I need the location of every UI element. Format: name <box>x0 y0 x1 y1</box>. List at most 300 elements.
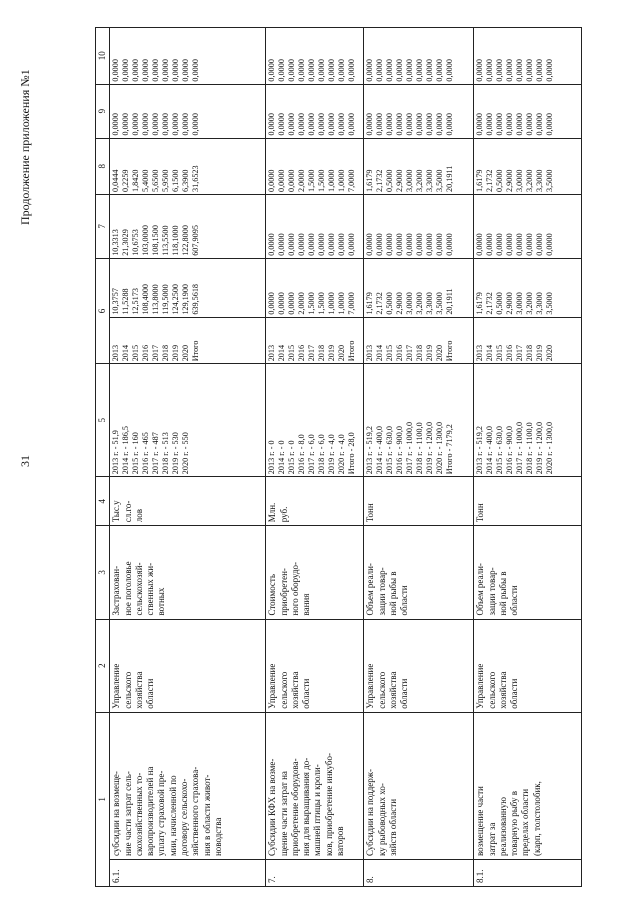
local-budget-line: 0,0000 <box>121 113 131 136</box>
executor-line: хозяйства <box>133 671 144 709</box>
indicator-values-line: 2020 г. - 4,0 <box>337 434 347 475</box>
local-budget-line: 0,0000 <box>171 113 181 136</box>
indicator-values-line: 2015 г. - 160 <box>131 432 141 475</box>
other-sources <box>474 28 582 85</box>
indicator-values-line: 2015 г. - 630,0 <box>495 426 505 475</box>
executor-line: Управление <box>267 663 278 709</box>
total-funding-line: 1,0000 <box>337 292 347 315</box>
federal-budget-line: 10,3313 <box>111 229 121 256</box>
other-sources-line: 0,0000 <box>485 59 495 82</box>
other-sources-line: 0,0000 <box>435 59 445 82</box>
measure-name-line: ния для выращивания до- <box>301 757 312 857</box>
unit-line: Тыс.у <box>111 500 122 523</box>
header-cell-1: 1 <box>96 712 110 886</box>
indicator-values-line: 2015 г. - 0 <box>287 440 297 475</box>
indicator-values <box>474 364 582 477</box>
other-sources-line: 0,0000 <box>121 59 131 82</box>
local-budget-line: 0,0000 <box>365 113 375 136</box>
executor-line: Управление <box>111 663 122 709</box>
indicator-values-line: 2018 г. - 1100,0 <box>415 422 425 475</box>
local-budget-line: 0,0000 <box>505 113 515 136</box>
row-number: 8.1. <box>474 860 582 887</box>
regional-budget-line: 0,0444 <box>111 169 121 192</box>
year-line: 2019 <box>327 344 337 362</box>
year-line: 2013 <box>365 344 375 362</box>
indicator-values-line: 2017 г. - 487 <box>151 432 161 475</box>
total-funding-line: 124,2500 <box>171 283 181 315</box>
federal-budget-line: 0,0000 <box>317 233 327 256</box>
unit <box>474 477 582 526</box>
indicator-name-line: ное поголовье <box>122 561 133 616</box>
total-funding-line: 10,3757 <box>111 288 121 315</box>
indicator-values-line: 2019 г. - 530 <box>171 432 181 475</box>
regional-budget-line: 0,5000 <box>495 169 505 192</box>
federal-budget-line: 0,0000 <box>445 233 455 256</box>
year <box>364 317 474 364</box>
executor-line: Управление <box>475 663 486 709</box>
indicator-values-line: Итого - 7179,2 <box>445 424 455 475</box>
regional-budget-line: 2,0000 <box>297 169 307 192</box>
other-sources-line: 0,0000 <box>405 59 415 82</box>
page-heading: Продолжение приложения №1 <box>18 69 32 225</box>
year-line: 2015 <box>385 344 395 362</box>
measure-name <box>474 712 582 859</box>
regional-budget-line: 2,1732 <box>485 169 495 192</box>
executor <box>110 619 266 712</box>
indicator-values-line: 2017 г. - 6,0 <box>307 434 317 475</box>
year-line: 2018 <box>317 344 327 362</box>
executor-line: Управление <box>365 663 376 709</box>
header-cell-6: 6 <box>96 258 110 364</box>
measure-name <box>110 712 266 859</box>
total-funding-line: 0,0000 <box>287 292 297 315</box>
executor-line: хозяйства <box>497 671 508 709</box>
indicator-name <box>364 526 474 619</box>
regional-budget-line: 3,2000 <box>415 169 425 192</box>
indicator-values-line: 2013 г. - 519,2 <box>475 426 485 475</box>
local-budget-line: 0,0000 <box>525 113 535 136</box>
other-sources-line: 0,0000 <box>297 59 307 82</box>
local-budget-line: 0,0000 <box>515 113 525 136</box>
measure-name-line: договору сельскохо- <box>179 778 190 857</box>
regional-budget-line: 0,0000 <box>267 169 277 192</box>
total-funding-line: 113,8000 <box>151 284 161 315</box>
federal-budget-line: 0,0000 <box>525 233 535 256</box>
federal-budget-line: 10,6753 <box>131 229 141 256</box>
year-line: 2018 <box>161 344 171 362</box>
unit <box>364 477 474 526</box>
executor-line: сельского <box>278 671 289 709</box>
year-line: 2020 <box>181 344 191 362</box>
total-funding-line: 2,9000 <box>395 292 405 315</box>
total-funding-line: 108,4000 <box>141 283 151 315</box>
total-funding-line: 3,2000 <box>415 292 425 315</box>
executor-line: сельского <box>376 671 387 709</box>
measure-name-line: мии, начисленной по <box>167 775 178 857</box>
other-sources-line: 0,0000 <box>415 59 425 82</box>
other-sources <box>364 28 474 85</box>
total-funding-line: 1,5000 <box>317 292 327 315</box>
local-budget-line: 0,0000 <box>297 113 307 136</box>
year-line: 2013 <box>267 344 277 362</box>
federal-budget-line: 0,0000 <box>277 233 287 256</box>
other-sources-line: 0,0000 <box>365 59 375 82</box>
federal-budget-line: 0,0000 <box>385 233 395 256</box>
program-table <box>95 27 582 887</box>
total-funding-line: 1,6179 <box>365 292 375 315</box>
executor-line: хозяйства <box>289 671 300 709</box>
indicator-values <box>266 364 364 477</box>
other-sources-line: 0,0000 <box>425 59 435 82</box>
executor <box>364 619 474 712</box>
indicator-values-line: 2016 г. - 465 <box>141 432 151 475</box>
indicator-name-line: зации товар- <box>376 567 387 616</box>
regional-budget-line: 0,2259 <box>121 169 131 192</box>
local-budget-line: 0,0000 <box>277 113 287 136</box>
indicator-name-line: вания <box>301 593 312 616</box>
local-budget-line: 0,0000 <box>267 113 277 136</box>
local-budget-line: 0,0000 <box>307 113 317 136</box>
regional-budget-line: 3,0000 <box>515 169 525 192</box>
header-cell-7: 7 <box>96 194 110 258</box>
indicator-values <box>110 364 266 477</box>
indicator-values-line: 2017 г. - 1000,0 <box>405 421 415 475</box>
row-number: 8. <box>364 860 474 887</box>
total-funding-line: 119,5000 <box>161 284 171 315</box>
federal-budget-line: 0,0000 <box>505 233 515 256</box>
measure-name-line: новодства <box>212 817 223 857</box>
indicator-values-line: 2013 г. - 0 <box>267 440 277 475</box>
other-sources-line: 0,0000 <box>515 59 525 82</box>
measure-name-line: (карп, толстолобик, <box>531 781 542 857</box>
indicator-name-line: Стоимость <box>267 574 278 616</box>
local-budget-line: 0,0000 <box>161 113 171 136</box>
other-sources-line: 0,0000 <box>277 59 287 82</box>
executor <box>474 619 582 712</box>
measure-name-line: пределах области <box>520 788 531 857</box>
year-line: 2016 <box>395 344 405 362</box>
regional-budget-line: 1,5000 <box>317 169 327 192</box>
indicator-values <box>364 364 474 477</box>
federal-budget <box>110 194 266 258</box>
federal-budget-line: 118,1000 <box>171 225 181 256</box>
measure-name-line: возмещение части <box>475 786 486 857</box>
total-funding-line: 3,3000 <box>535 292 545 315</box>
unit <box>266 477 364 526</box>
federal-budget <box>474 194 582 258</box>
unit-line: Тонн <box>365 503 376 523</box>
executor-line: сельского <box>122 671 133 709</box>
row-number: 7. <box>266 860 364 887</box>
other-sources-line: 0,0000 <box>317 59 327 82</box>
indicator-values-line: Итого - 28,0 <box>347 432 357 475</box>
year-line: 2017 <box>405 344 415 362</box>
regional-budget-line: 5,6500 <box>151 169 161 192</box>
total-funding-line: 639,5618 <box>191 283 201 315</box>
local-budget-line: 0,0000 <box>405 113 415 136</box>
other-sources <box>110 28 266 85</box>
year-line: 2015 <box>495 344 505 362</box>
year-line: Итого <box>445 340 455 362</box>
measure-name-line: щение части затрат на <box>278 771 289 857</box>
measure-name-line: машней птицы и кроли- <box>312 764 323 857</box>
total-funding-line: 20,1911 <box>445 288 455 315</box>
header-cell-5: 5 <box>96 364 110 477</box>
federal-budget-line: 607,9095 <box>191 225 201 256</box>
regional-budget-line: 2,9000 <box>395 169 405 192</box>
total-funding-line: 2,1732 <box>375 292 385 315</box>
year-line: 2020 <box>435 344 445 362</box>
local-budget-line: 0,0000 <box>485 113 495 136</box>
federal-budget-line: 0,0000 <box>307 233 317 256</box>
measure-name-line: ния в области живот- <box>201 774 212 857</box>
measure-name-line: субсидии на возмеще- <box>111 771 122 857</box>
indicator-values-line: 2014 г. - 400,0 <box>485 426 495 475</box>
federal-budget-line: 108,1500 <box>151 225 161 256</box>
regional-budget-line: 6,1500 <box>171 169 181 192</box>
table-row <box>364 28 474 887</box>
other-sources-line: 0,0000 <box>535 59 545 82</box>
other-sources-line: 0,0000 <box>395 59 405 82</box>
indicator-values-line: 2015 г. - 630,0 <box>385 426 395 475</box>
federal-budget-line: 0,0000 <box>545 233 555 256</box>
indicator-name-line: ной рыбы в <box>497 571 508 616</box>
year-line: 2014 <box>121 344 131 362</box>
local-budget-line: 0,0000 <box>347 113 357 136</box>
regional-budget-line: 0,0000 <box>287 169 297 192</box>
regional-budget-line: 7,0000 <box>347 169 357 192</box>
measure-name-line: зяйственного страхова- <box>190 766 201 857</box>
federal-budget-line: 0,0000 <box>297 233 307 256</box>
regional-budget-line: 3,3000 <box>425 169 435 192</box>
local-budget <box>110 84 266 138</box>
regional-budget-line: 3,2000 <box>525 169 535 192</box>
federal-budget-line: 113,5500 <box>161 225 171 256</box>
indicator-values-line: 2016 г. - 8,0 <box>297 434 307 475</box>
federal-budget-line: 0,0000 <box>365 233 375 256</box>
local-budget-line: 0,0000 <box>375 113 385 136</box>
regional-budget-line: 1,0000 <box>337 169 347 192</box>
total-funding-line: 3,2000 <box>525 292 535 315</box>
regional-budget-line: 5,4000 <box>141 169 151 192</box>
federal-budget-line: 0,0000 <box>337 233 347 256</box>
regional-budget <box>364 138 474 194</box>
indicator-name-line: области <box>509 585 520 616</box>
table-row <box>474 28 582 887</box>
indicator-values-line: 2020 г. - 1300,0 <box>545 421 555 475</box>
year-line: 2014 <box>277 344 287 362</box>
total-funding-line: 129,1900 <box>181 283 191 315</box>
federal-budget-line: 0,0000 <box>347 233 357 256</box>
regional-budget-line: 5,9500 <box>161 169 171 192</box>
indicator-name-line: ной рыбы в <box>387 571 398 616</box>
year <box>474 317 582 364</box>
measure-name <box>266 712 364 859</box>
local-budget-line: 0,0000 <box>337 113 347 136</box>
indicator-values-line: 2018 г. - 1100,0 <box>525 422 535 475</box>
measure-name-line: варопроизводителей на <box>145 766 156 857</box>
total-funding-line: 0,0000 <box>277 292 287 315</box>
header-cell-8: 8 <box>96 138 110 194</box>
local-budget-line: 0,0000 <box>327 113 337 136</box>
other-sources-line: 0,0000 <box>287 59 297 82</box>
indicator-values-line: 2020 г. - 1300,0 <box>435 421 445 475</box>
indicator-values-line: 2020 г. - 550 <box>181 432 191 475</box>
unit-line: руб. <box>278 506 289 523</box>
federal-budget-line: 103,0000 <box>141 225 151 256</box>
local-budget-line: 0,0000 <box>151 113 161 136</box>
total-funding-line: 3,5000 <box>435 292 445 315</box>
other-sources-line: 0,0000 <box>327 59 337 82</box>
federal-budget-line: 0,0000 <box>405 233 415 256</box>
total-funding <box>364 258 474 317</box>
other-sources-line: 0,0000 <box>337 59 347 82</box>
measure-name-line: приобретение оборудова- <box>289 758 300 857</box>
year-line: 2014 <box>375 344 385 362</box>
header-cell-3: 3 <box>96 526 110 619</box>
indicator-values-line: 2018 г. - 6,0 <box>317 434 327 475</box>
federal-budget-line: 0,0000 <box>515 233 525 256</box>
indicator-values-line: 2019 г. - 1200,0 <box>425 421 435 475</box>
measure-name-line: Субсидии на поддерж- <box>365 769 376 857</box>
year-line: Итого <box>191 340 201 362</box>
regional-budget <box>266 138 364 194</box>
regional-budget-line: 3,5000 <box>545 169 555 192</box>
indicator-values-line: 2016 г. - 900,0 <box>505 426 515 475</box>
unit <box>110 477 266 526</box>
regional-budget <box>474 138 582 194</box>
indicator-values-line: 2018 г. - 513 <box>161 432 171 475</box>
total-funding-line: 1,6179 <box>475 292 485 315</box>
local-budget-line: 0,0000 <box>545 113 555 136</box>
table-row <box>110 28 266 887</box>
unit-line: лов <box>133 509 144 523</box>
indicator-name-line: области <box>399 585 410 616</box>
other-sources-line: 0,0000 <box>347 59 357 82</box>
measure-name <box>364 712 474 859</box>
indicator-name-line: сельскохозяй- <box>133 562 144 616</box>
total-funding-line: 1,0000 <box>327 292 337 315</box>
year <box>266 317 364 364</box>
total-funding-line: 2,0000 <box>297 292 307 315</box>
other-sources-line: 0,0000 <box>171 59 181 82</box>
executor <box>266 619 364 712</box>
executor-line: области <box>509 678 520 709</box>
local-budget-line: 0,0000 <box>535 113 545 136</box>
local-budget-line: 0,0000 <box>141 113 151 136</box>
other-sources-line: 0,0000 <box>475 59 485 82</box>
measure-name-line: скохозяйственных то- <box>133 772 144 857</box>
indicator-name-line: Объем реали- <box>475 563 486 616</box>
federal-budget-line: 0,0000 <box>327 233 337 256</box>
local-budget-line: 0,0000 <box>415 113 425 136</box>
regional-budget-line: 31,6523 <box>191 165 201 192</box>
year-line: 2019 <box>535 344 545 362</box>
regional-budget-line: 6,3900 <box>181 169 191 192</box>
total-funding-line: 0,5000 <box>495 292 505 315</box>
local-budget-line: 0,0000 <box>475 113 485 136</box>
executor-line: хозяйства <box>387 671 398 709</box>
local-budget-line: 0,0000 <box>385 113 395 136</box>
measure-name-line: ваторов <box>335 826 346 857</box>
indicator-name-line: Объем реали- <box>365 563 376 616</box>
federal-budget <box>364 194 474 258</box>
total-funding <box>474 258 582 317</box>
year-line: 2020 <box>337 344 347 362</box>
regional-budget-line: 3,0000 <box>405 169 415 192</box>
local-budget-line: 0,0000 <box>395 113 405 136</box>
total-funding-line: 2,1732 <box>485 292 495 315</box>
regional-budget-line: 2,9000 <box>505 169 515 192</box>
other-sources-line: 0,0000 <box>307 59 317 82</box>
federal-budget-line: 0,0000 <box>485 233 495 256</box>
indicator-name-line: Застрахован- <box>111 565 122 616</box>
year-line: 2017 <box>151 344 161 362</box>
unit-line: сл.го- <box>122 500 133 523</box>
total-funding-line: 0,5000 <box>385 292 395 315</box>
regional-budget-line: 1,5000 <box>307 169 317 192</box>
federal-budget-line: 0,0000 <box>395 233 405 256</box>
total-funding-line: 3,0000 <box>515 292 525 315</box>
indicator-name-line: ного оборудо- <box>289 562 300 616</box>
year <box>110 317 266 364</box>
year-line: 2015 <box>287 344 297 362</box>
total-funding-line: 11,5288 <box>121 288 131 315</box>
other-sources-line: 0,0000 <box>267 59 277 82</box>
regional-budget-line: 1,8420 <box>131 169 141 192</box>
local-budget-line: 0,0000 <box>287 113 297 136</box>
indicator-name <box>474 526 582 619</box>
page-number: 31 <box>18 455 32 467</box>
indicator-values-line: 2017 г. - 1000,0 <box>515 421 525 475</box>
other-sources-line: 0,0000 <box>375 59 385 82</box>
year-line: 2015 <box>131 344 141 362</box>
indicator-values-line: 2013 г. - 51,9 <box>111 430 121 475</box>
measure-name-line: затрат за <box>486 822 497 857</box>
regional-budget-line: 1,6179 <box>475 169 485 192</box>
unit-line: Тонн <box>475 503 486 523</box>
table-row <box>266 28 364 887</box>
year-line: 2018 <box>415 344 425 362</box>
local-budget-line: 0,0000 <box>317 113 327 136</box>
executor-line: области <box>301 678 312 709</box>
total-funding-line: 3,3000 <box>425 292 435 315</box>
regional-budget-line: 3,5000 <box>435 169 445 192</box>
total-funding <box>266 258 364 317</box>
federal-budget-line: 0,0000 <box>435 233 445 256</box>
other-sources-line: 0,0000 <box>545 59 555 82</box>
other-sources-line: 0,0000 <box>181 59 191 82</box>
local-budget-line: 0,0000 <box>445 113 455 136</box>
total-funding-line: 3,5000 <box>545 292 555 315</box>
unit-line: Млн. <box>267 502 278 523</box>
measure-name-line: Субсидии КФХ на возме- <box>267 758 278 857</box>
federal-budget <box>266 194 364 258</box>
federal-budget-line: 0,0000 <box>415 233 425 256</box>
year-line: 2019 <box>171 344 181 362</box>
header-cell-9: 9 <box>96 84 110 138</box>
other-sources-line: 0,0000 <box>385 59 395 82</box>
regional-budget <box>110 138 266 194</box>
indicator-name-line: вотных <box>156 587 167 616</box>
local-budget <box>474 84 582 138</box>
year-line: 2013 <box>111 344 121 362</box>
year-line: Итого <box>347 340 357 362</box>
local-budget-line: 0,0000 <box>435 113 445 136</box>
table-body <box>110 28 582 887</box>
year-line: 2016 <box>141 344 151 362</box>
regional-budget-line: 1,0000 <box>327 169 337 192</box>
